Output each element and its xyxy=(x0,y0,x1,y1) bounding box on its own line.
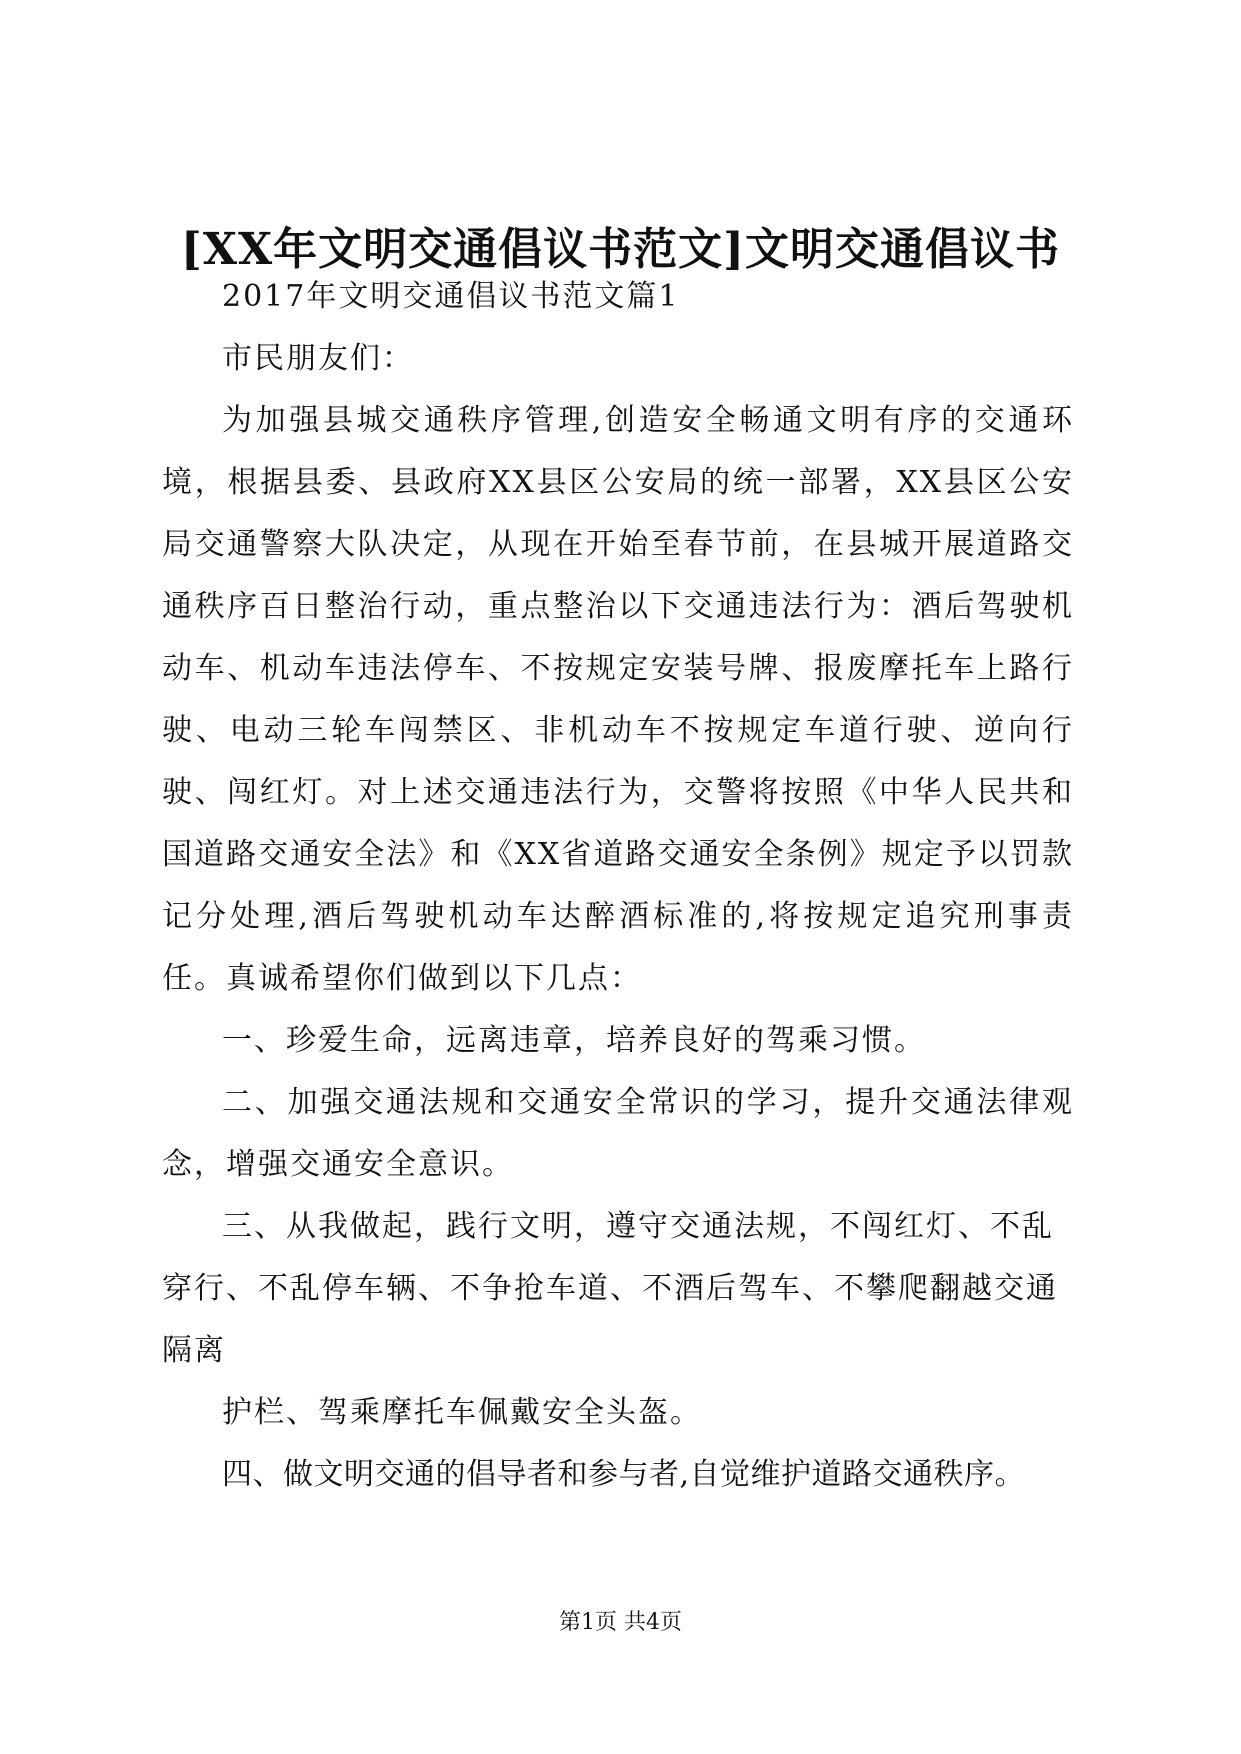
list-item-2: 二、加强交通法规和交通安全常识的学习，提升交通法律观念，增强交通安全意识。 xyxy=(162,1085,1074,1182)
list-item-4: 四、做文明交通的倡导者和参与者,自觉维护道路交通秩序。 xyxy=(222,1457,1026,1492)
list-item-1: 一、珍爱生命，远离违章，培养良好的驾乘习惯。 xyxy=(222,1023,926,1058)
document-body xyxy=(162,266,1074,1506)
document-title: [XX年文明交通倡议书范文]文明交通倡议书 xyxy=(181,224,1060,275)
page-footer: 第1页 共4页 xyxy=(559,1610,682,1635)
section-heading: 2017年文明交通倡议书范文篇1 xyxy=(222,279,680,314)
body-paragraph: 为加强县城交通秩序管理,创造安全畅通文明有序的交通环境，根据县委、县政府XX县区公安局的统一部署，XX县区公安局交通警察大队决定，从现在开始至春节前，在县城开展道路交通秩序百日整治行动，重点整治以下交通违法行为：酒后驾驶机动车、机动车违法停车、不按规定安装号牌、报废摩托车上路行驶、电动三轮车闯禁区、非机动车不按规定车道行驶、逆向行驶、闯红灯。对上述交通违法行为，交警将按照《中华人民共和国道路交通安全法》和《XX省道路交通安全条例》规定予以罚款记分处理,酒后驾驶机动车达醉酒标准的,将按规定追究刑事责任。真诚希望你们做到以下几点： xyxy=(162,403,1074,996)
list-item-3-continued: 护栏、驾乘摩托车佩戴安全头盔。 xyxy=(222,1395,702,1430)
salutation: 市民朋友们： xyxy=(222,341,414,376)
list-item-3: 三、从我做起，践行文明，遵守交通法规，不闯红灯、不乱穿行、不乱停车辆、不争抢车道、不酒后驾车、不攀爬翻越交通隔离 xyxy=(162,1209,1058,1368)
